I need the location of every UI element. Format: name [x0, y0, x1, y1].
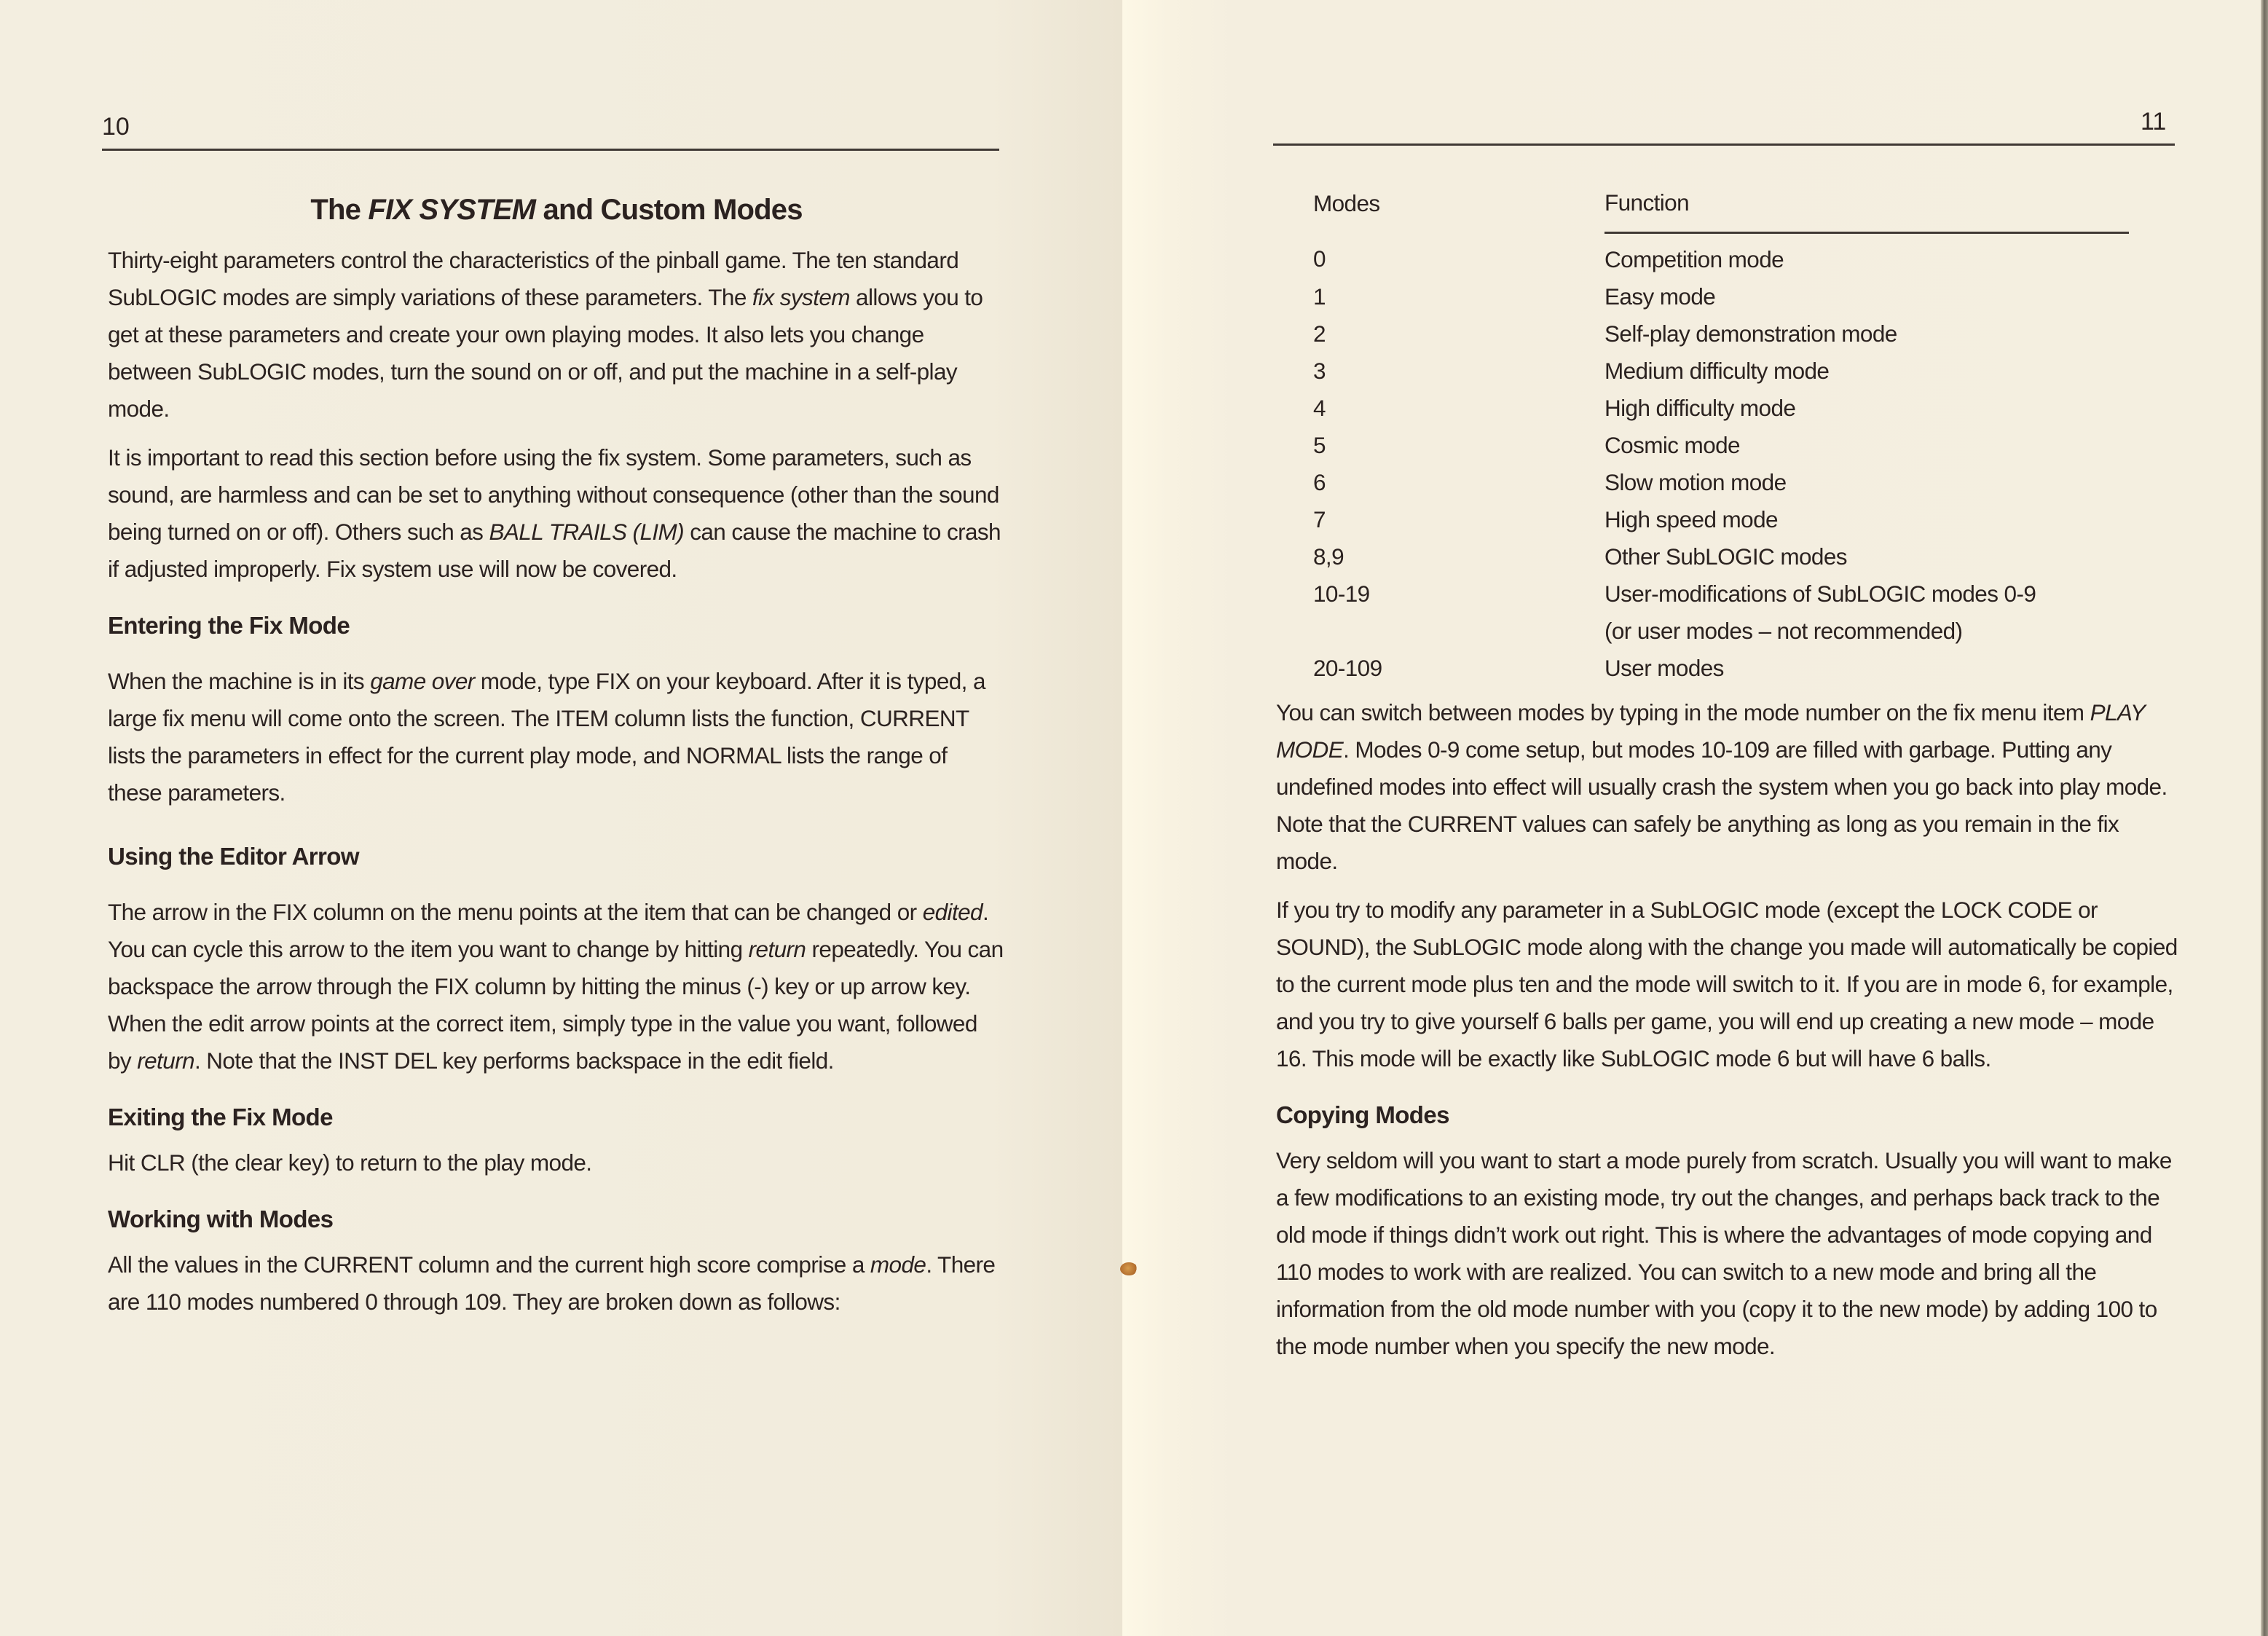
section-heading-exiting: Exiting the Fix Mode [108, 1104, 333, 1130]
section-heading-editor-arrow: Using the Editor Arrow [108, 843, 359, 870]
table-row [1276, 427, 2129, 464]
section-heading-working-modes: Working with Modes [108, 1206, 334, 1232]
text: . You can cycle this arrow to the item you want to change by hitting [108, 899, 989, 962]
mode-function: Competition mode [1604, 246, 1784, 272]
table-row [1276, 278, 2129, 315]
header-modes: Modes [1313, 189, 1380, 216]
title-suffix: and Custom Modes [535, 194, 803, 226]
text: Very seldom will you want to start a mode purely from scratch. Usually you will want to make a few modifications to an existing mode, try out the changes, and perhaps back track to the old mode if things didn’t work out right. This is where the advantages of mode copying and 110 modes to work with are realized. You can switch to a new mode and bring all the information from the old mode number with you (copy it to the new mode) by adding 100 to the mode number when you specify the new mode. [1276, 1147, 2172, 1359]
staple-mark [1120, 1262, 1138, 1275]
table-row [1276, 233, 2129, 279]
mode-number: 7 [1313, 506, 1326, 532]
section-body-working-modes [108, 1246, 1005, 1321]
left-page [0, 0, 1122, 1636]
mode-function-line-2: (or user modes – not recommended) [1604, 618, 1963, 644]
text: When the machine is in its [108, 668, 371, 694]
italic-text: edited [922, 899, 983, 925]
text: . Note that the INST DEL key performs backspace in the edit field. [194, 1047, 834, 1074]
right-page-content [1276, 184, 2178, 1377]
text: It is important to read this section before using the fix system. Some parameters, such as sound, are harmless and can be set to anything without consequence (other than the sound being turned on or off). Others such as [108, 444, 999, 545]
table-row [1276, 353, 2129, 390]
section-body-editor-arrow [108, 894, 1005, 1079]
section-body-copying [1276, 1142, 2178, 1365]
mode-function: Other SubLOGIC modes [1604, 543, 1847, 570]
title-emphasis: FIX SYSTEM [368, 194, 536, 226]
mode-function: Self-play demonstration mode [1604, 320, 1897, 347]
italic-text: BALL TRAILS (LIM) [489, 519, 685, 545]
mode-number: 1 [1313, 283, 1326, 310]
italic-text: game over [370, 668, 475, 694]
mode-function: Slow motion mode [1604, 469, 1787, 495]
book-edge [2261, 0, 2268, 1636]
italic-text: fix system [752, 284, 850, 310]
text: allows you to get at these parameters and create your own playing modes. It also lets you change between SubLOGIC modes, turn the sound on or off, and put the machine in a self-play mode. [108, 284, 983, 422]
mode-number: 8,9 [1313, 543, 1344, 570]
mode-number: 4 [1313, 395, 1326, 421]
mode-function: Cosmic mode [1604, 432, 1740, 458]
mode-number: 3 [1313, 358, 1326, 384]
paragraph-modify-sublogic [1276, 892, 2178, 1077]
text: You can switch between modes by typing in the mode number on the fix menu item [1276, 699, 2090, 725]
text: . Modes 0-9 come setup, but modes 10-109 are filled with garbage. Putting any undefined modes into effect will usually crash the system when you go back into play mode. Note that the CURRENT values can safely be anything as long as you remain in the fix mode. [1276, 736, 2167, 874]
paragraph-switching-modes [1276, 694, 2178, 880]
section-heading-copying: Copying Modes [1276, 1101, 1449, 1128]
title-prefix: The [310, 194, 369, 226]
mode-number: 6 [1313, 469, 1326, 495]
header-function: Function [1604, 184, 2129, 233]
mode-number: 20-109 [1313, 655, 1382, 681]
text: can cause the machine to crash if adjusted improperly. Fix system use will now be covered. [108, 519, 1001, 582]
mode-function: Easy mode [1604, 283, 1716, 310]
table-row [1276, 650, 2129, 687]
mode-function: Medium difficulty mode [1604, 358, 1830, 384]
text: repeatedly. You can backspace the arrow through the FIX column by hitting the minus (-) key or up arrow key. When the edit arrow points at the correct item, simply type in the value you want, followed by [108, 936, 1004, 1074]
table-row [1276, 575, 2129, 650]
text: Hit CLR (the clear key) to return to the play mode. [108, 1149, 592, 1176]
mode-function: High speed mode [1604, 506, 1778, 532]
mode-number: 2 [1313, 320, 1326, 347]
intro-paragraph-2 [108, 439, 1005, 588]
section-body-exiting [108, 1144, 1005, 1181]
table-row [1276, 390, 2129, 427]
text: Thirty-eight parameters control the characteristics of the pinball game. The ten standard SubLOGIC modes are simply variations of these parameters. The [108, 247, 959, 310]
text: If you try to modify any parameter in a SubLOGIC mode (except the LOCK CODE or SOUND), the SubLOGIC mode along with the change you made will automatically be copied to the current mode plus ten and the mode will switch to it. If you are in mode 6, for example, and you try to give yourself 6 balls per game, you will end up creating a new mode – mode 16. This mode will be exactly like SubLOGIC mode 6 but will have 6 balls. [1276, 897, 2178, 1071]
section-heading-entering: Entering the Fix Mode [108, 612, 350, 639]
table-row [1276, 501, 2129, 538]
italic-text: return [137, 1047, 194, 1074]
italic-text: return [748, 936, 806, 962]
italic-text: PLAY MODE [1276, 699, 2145, 763]
mode-function-line-1: User-modifications of SubLOGIC modes 0-9 [1604, 581, 2036, 607]
table-row [1276, 538, 2129, 575]
header-rule-right [1273, 143, 2175, 146]
mode-function: User modes [1604, 655, 1724, 681]
section-body-entering [108, 663, 1005, 811]
chapter-title [108, 188, 1005, 232]
mode-function [1604, 575, 2129, 650]
mode-number: 10-19 [1313, 581, 1370, 607]
text: mode, type FIX on your keyboard. After it is typed, a large fix menu will come onto the screen. The ITEM column lists the function, CURRENT lists the parameters in effect for the current play mode, and NORMAL lists the range of these parameters. [108, 668, 985, 806]
mode-function: High difficulty mode [1604, 395, 1796, 421]
italic-text: mode [870, 1251, 926, 1278]
mode-number: 0 [1313, 245, 1326, 272]
table-row [1276, 464, 2129, 501]
text: All the values in the CURRENT column and the current high score comprise a [108, 1251, 870, 1278]
table-row [1276, 315, 2129, 353]
modes-table [1276, 184, 2129, 687]
intro-paragraph-1 [108, 242, 1005, 428]
header-rule-left [102, 149, 999, 151]
modes-table-header [1276, 184, 2129, 233]
page-number-left: 10 [102, 113, 130, 141]
text: The arrow in the FIX column on the menu points at the item that can be changed or [108, 899, 923, 925]
page-number-right: 11 [2141, 108, 2167, 135]
left-page-content [108, 188, 1005, 1332]
text: . There are 110 modes numbered 0 through 109. They are broken down as follows: [108, 1251, 996, 1315]
mode-number: 5 [1313, 432, 1326, 458]
